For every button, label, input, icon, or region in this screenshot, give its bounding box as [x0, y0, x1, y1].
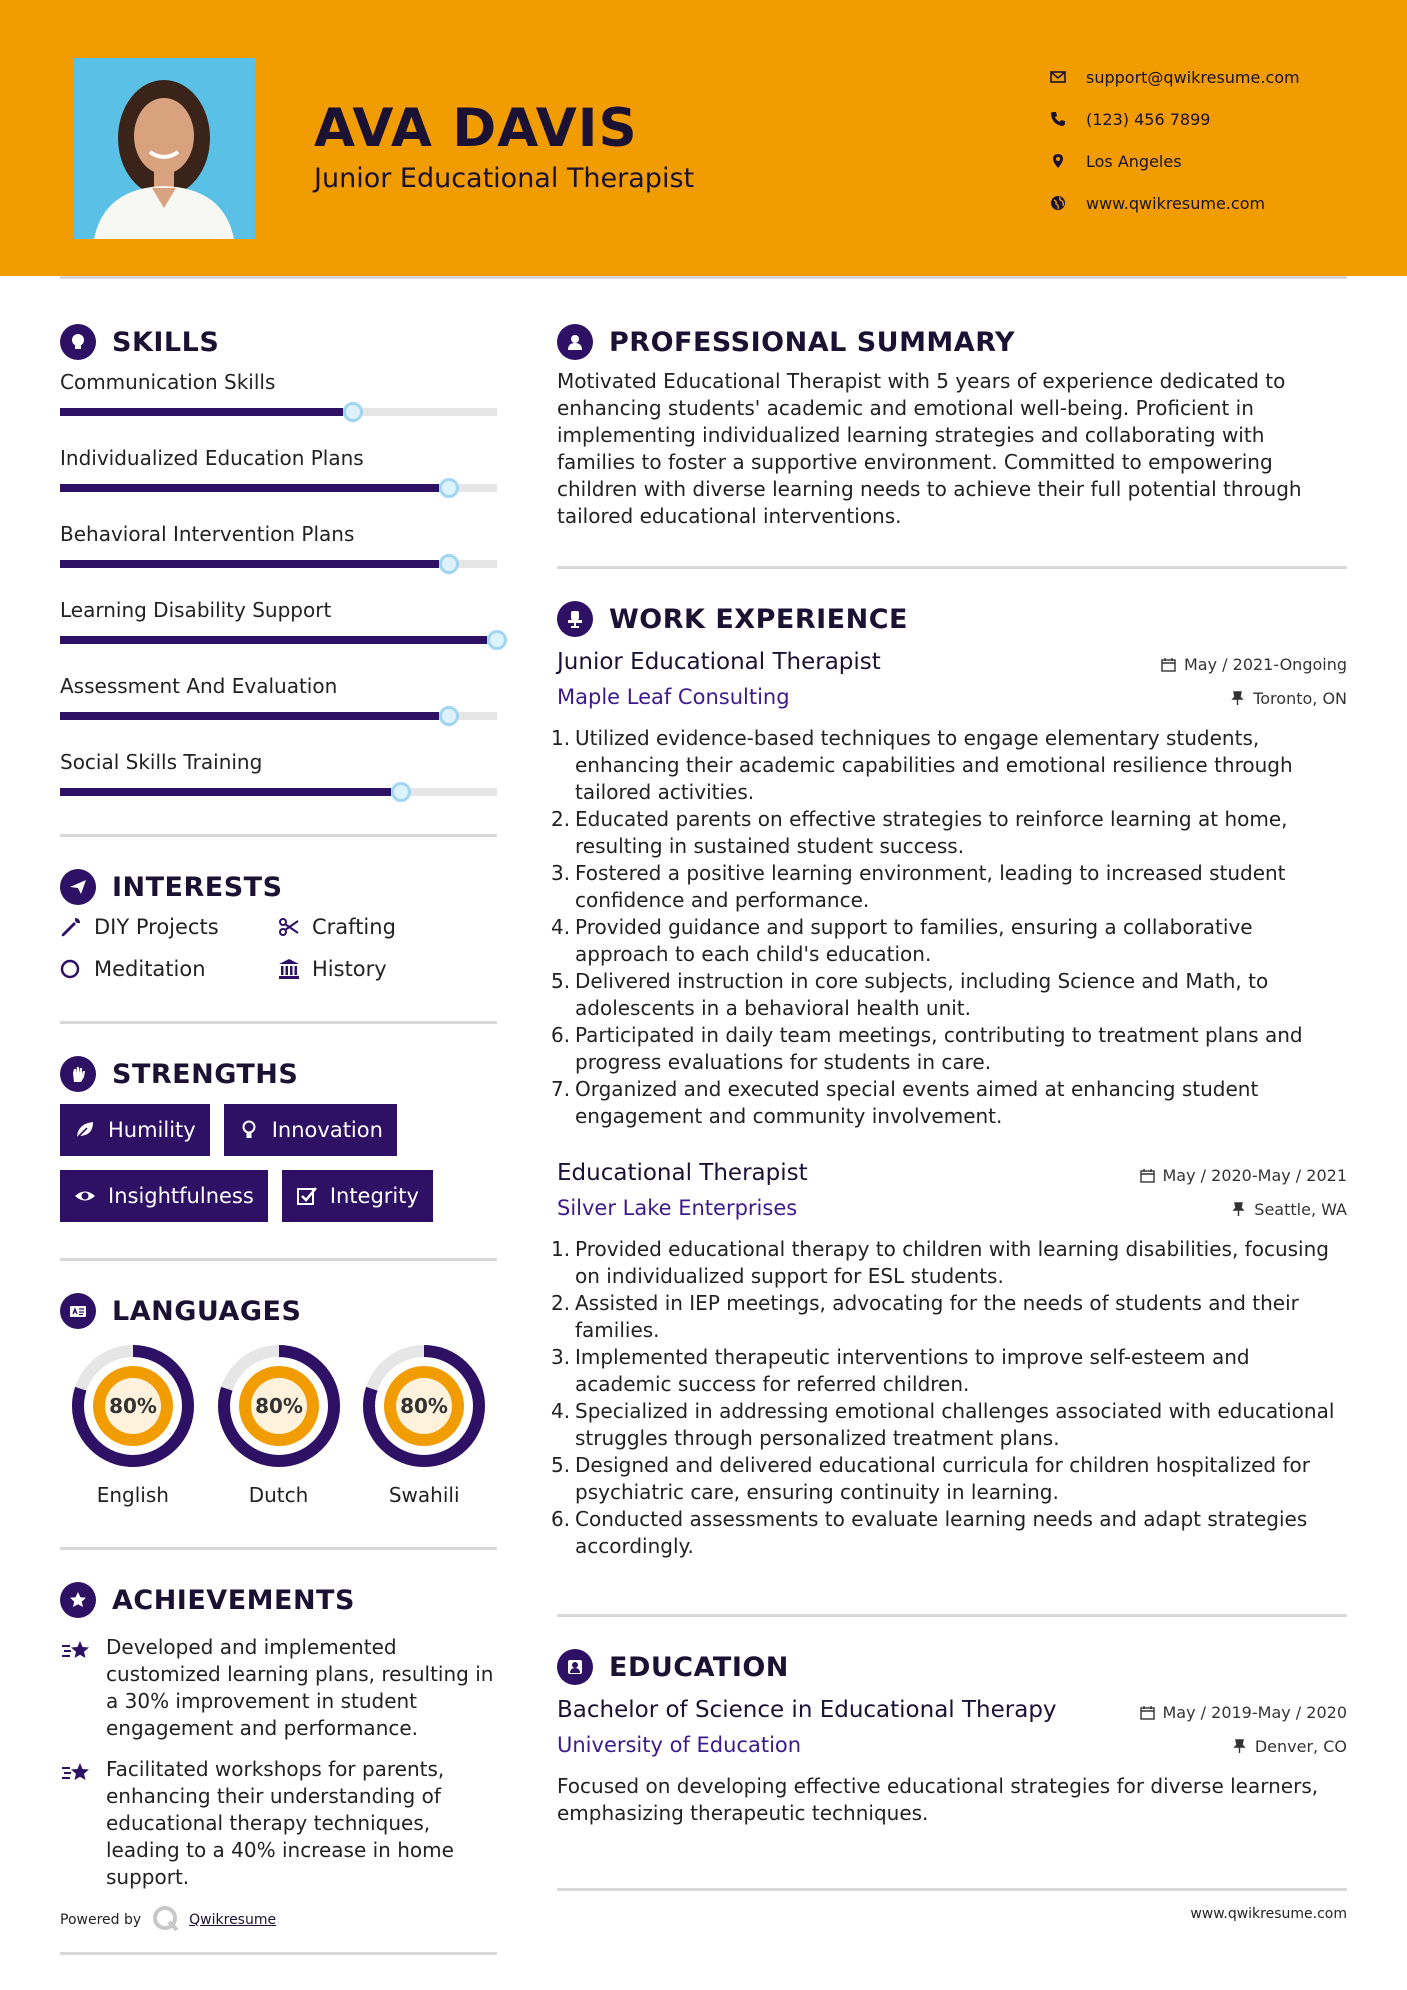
calendar-icon [1161, 657, 1176, 672]
candidate-role: Junior Educational Therapist [314, 163, 695, 194]
candidate-name: AVA DAVIS [314, 98, 638, 159]
achievements-title: ACHIEVEMENTS [112, 1584, 355, 1616]
job-bullet: Fostered a positive learning environment, leading to increased student confidence and performance. [575, 861, 1286, 912]
language-icon [60, 1293, 96, 1329]
job-header [557, 1160, 1347, 1196]
job-bullet: Provided educational therapy to children with learning disabilities, focusing on individualized support for ESL students. [575, 1237, 1329, 1288]
pushpin-icon [1231, 1202, 1246, 1217]
education-subheader [557, 1733, 1347, 1773]
experience-title: WORK EXPERIENCE [609, 603, 908, 635]
summary-heading [557, 320, 1347, 364]
education-school: University of Education [557, 1733, 802, 1757]
section-divider [557, 566, 1347, 569]
interest-label: Meditation [94, 957, 206, 981]
star-icon [60, 1582, 96, 1618]
skills-heading [60, 320, 497, 364]
achievement-text: Developed and implemented customized learning plans, resulting in a 30% improvement in student engagement and performance. [106, 1635, 494, 1740]
powered-by-text: Powered by [60, 1912, 142, 1928]
skill-label: Individualized Education Plans [60, 446, 364, 470]
interest-label: DIY Projects [94, 915, 219, 939]
education-date [1140, 1703, 1348, 1722]
left-column [60, 320, 497, 1891]
interest-item [60, 957, 278, 981]
profile-photo [74, 58, 255, 239]
interest-item [60, 915, 278, 939]
strengths-title: STRENGTHS [112, 1058, 299, 1090]
circle-icon [60, 958, 94, 980]
job-date-text: May / 2020-May / 2021 [1162, 1166, 1347, 1185]
strength-chip [60, 1170, 268, 1222]
job-date [1140, 1166, 1348, 1185]
skill-bar-fill [60, 788, 391, 796]
interest-item [278, 957, 496, 981]
language-ring [70, 1343, 196, 1469]
footer-powered-by [60, 1904, 276, 1936]
skill-item [60, 370, 497, 446]
skill-bar [60, 560, 497, 568]
summary-text: Motivated Educational Therapist with 5 years of experience dedicated to enhancing students' academic and emotional well-being. Proficient in implementing individualized learning strategies and collaborating with families to foster a supportive environment. Committed to empowering children with diverse learning needs to achieve their full potential through tailored educational interventions. [557, 369, 1302, 528]
achievements-heading [60, 1578, 497, 1622]
calendar-icon [1140, 1705, 1155, 1720]
job-bullet: Assisted in IEP meetings, advocating for the needs of students and their families. [575, 1291, 1299, 1342]
strength-chip [224, 1104, 397, 1156]
lightbulb-icon [238, 1119, 260, 1141]
skill-label: Assessment And Evaluation [60, 674, 338, 698]
section-divider [60, 1952, 497, 1955]
leaf-icon [74, 1119, 96, 1141]
job-bullets [557, 725, 1347, 1130]
job-bullets [557, 1236, 1347, 1560]
job-bullet: Educated parents on effective strategies to reinforce learning at home, resulting in sustained student success. [575, 807, 1288, 858]
skill-bar-knob [439, 554, 459, 574]
achievement-item [60, 1756, 497, 1891]
skill-bar-fill [60, 484, 439, 492]
skill-bar [60, 408, 497, 416]
job-bullet: Conducted assessments to evaluate learning needs and adapt strategies accordingly. [575, 1507, 1308, 1558]
interests-list [60, 915, 497, 981]
job-date-text: May / 2021-Ongoing [1184, 655, 1347, 674]
museum-icon [278, 958, 312, 980]
job-bullet: Organized and executed special events aimed at enhancing student engagement and community involvement. [575, 1077, 1259, 1128]
skill-bar [60, 636, 497, 644]
skill-bar-fill [60, 712, 439, 720]
language-percent: 80% [254, 1394, 303, 1418]
contact-website-text: www.qwikresume.com [1086, 193, 1266, 213]
strength-label: Integrity [329, 1184, 419, 1208]
skill-bar-knob [439, 478, 459, 498]
job-bullet: Designed and delivered educational curricula for children hospitalized for psychiatric care, ensuring continuity in learning. [575, 1453, 1310, 1504]
interest-label: History [312, 957, 387, 981]
scissors-icon [278, 916, 312, 938]
qwikresume-logo-icon [151, 1904, 181, 1936]
achievement-text: Facilitated workshops for parents, enhancing their understanding of educational therapy techniques, leading to a 40% increase in home support. [106, 1757, 454, 1889]
education-entry [557, 1697, 1347, 1827]
skill-bar-fill [60, 560, 439, 568]
strength-chip [282, 1170, 433, 1222]
skill-label: Behavioral Intervention Plans [60, 522, 355, 546]
interests-heading [60, 865, 497, 909]
strength-chip [60, 1104, 210, 1156]
job-company: Silver Lake Enterprises [557, 1196, 798, 1220]
job-subheader [557, 685, 1347, 725]
job-location [1231, 1200, 1347, 1219]
qwikresume-link[interactable]: Qwikresume [189, 1912, 277, 1928]
skill-item [60, 674, 497, 750]
header-divider [60, 276, 1347, 279]
education-description: Focused on developing effective educational strategies for diverse learners, emphasizing therapeutic techniques. [557, 1774, 1319, 1825]
contact-location [1050, 140, 1300, 182]
job-bullet: Specialized in addressing emotional challenges associated with educational struggles through personalized treatment plans. [575, 1399, 1335, 1450]
education-header [557, 1697, 1347, 1733]
language-name: Dutch [248, 1483, 309, 1507]
skill-bar [60, 712, 497, 720]
strengths-list [60, 1104, 497, 1222]
strengths-heading [60, 1052, 497, 1096]
skill-item [60, 598, 497, 674]
contact-email-text: support@qwikresume.com [1086, 67, 1300, 87]
pushpin-icon [1230, 691, 1245, 706]
language-ring [361, 1343, 487, 1469]
skill-label: Communication Skills [60, 370, 276, 394]
job-location-text: Toronto, ON [1253, 689, 1347, 708]
skill-item [60, 522, 497, 598]
contact-phone [1050, 98, 1300, 140]
language-item [351, 1343, 497, 1507]
contact-website[interactable] [1050, 182, 1300, 224]
strength-label: Humility [108, 1118, 196, 1142]
experience-heading [557, 597, 1347, 641]
shooting-star-icon [60, 1756, 106, 1891]
job-entry [557, 1160, 1347, 1560]
job-bullet: Provided guidance and support to families, ensuring a collaborative approach to each child's education. [575, 915, 1253, 966]
skill-label: Social Skills Training [60, 750, 263, 774]
education-degree: Bachelor of Science in Educational Therapy [557, 1697, 1057, 1723]
eye-icon [74, 1185, 96, 1207]
education-title: EDUCATION [609, 1651, 789, 1683]
job-title: Educational Therapist [557, 1160, 808, 1186]
contact-phone-text: (123) 456 7899 [1086, 109, 1211, 129]
skill-bar-fill [60, 636, 487, 644]
job-subheader [557, 1196, 1347, 1236]
interest-label: Crafting [312, 915, 396, 939]
contact-email[interactable] [1050, 56, 1300, 98]
achievement-item [60, 1634, 497, 1742]
summary-title: PROFESSIONAL SUMMARY [609, 326, 1016, 358]
checkbox-icon [296, 1185, 318, 1207]
interest-item [278, 915, 496, 939]
job-bullet: Implemented therapeutic interventions to improve self-esteem and academic success for referred children. [575, 1345, 1250, 1396]
mail-icon [1050, 69, 1086, 85]
calendar-icon [1140, 1168, 1155, 1183]
hand-icon [60, 1056, 96, 1092]
job-bullet: Utilized evidence-based techniques to engage elementary students, enhancing their academic capabilities and emotional resilience through tailored activities. [575, 726, 1293, 804]
strength-label: Innovation [271, 1118, 383, 1142]
job-location [1230, 689, 1347, 708]
languages-list [60, 1343, 497, 1507]
education-date-text: May / 2019-May / 2020 [1162, 1703, 1347, 1722]
paper-plane-icon [60, 869, 96, 905]
language-ring [216, 1343, 342, 1469]
footer-website[interactable]: www.qwikresume.com [1190, 1906, 1347, 1922]
graduate-icon [557, 1649, 593, 1685]
skill-bar-fill [60, 408, 343, 416]
chair-icon [557, 601, 593, 637]
section-divider [557, 1888, 1347, 1891]
job-location-text: Seattle, WA [1254, 1200, 1347, 1219]
skills-title: SKILLS [112, 326, 220, 358]
job-bullet: Delivered instruction in core subjects, including Science and Math, to adolescents in a behavioral health unit. [575, 969, 1269, 1020]
job-bullet: Participated in daily team meetings, contributing to treatment plans and progress evaluations for students in care. [575, 1023, 1303, 1074]
skill-bar [60, 484, 497, 492]
resume-header [0, 0, 1407, 276]
skill-item [60, 446, 497, 522]
job-entry [557, 649, 1347, 1130]
language-item [206, 1343, 352, 1507]
language-percent: 80% [400, 1394, 449, 1418]
language-item [60, 1343, 206, 1507]
education-location-text: Denver, CO [1254, 1737, 1347, 1756]
contact-list [1050, 56, 1300, 224]
skill-bar-knob [391, 782, 411, 802]
skill-bar-knob [487, 630, 507, 650]
interests-title: INTERESTS [112, 871, 283, 903]
skill-bar-knob [439, 706, 459, 726]
user-icon [557, 324, 593, 360]
education-heading [557, 1645, 1347, 1689]
language-percent: 80% [108, 1394, 157, 1418]
section-divider [557, 1614, 1347, 1617]
section-divider [60, 1258, 497, 1261]
languages-title: LANGUAGES [112, 1295, 302, 1327]
section-divider [60, 834, 497, 837]
skills-list [60, 370, 497, 826]
skill-bar [60, 788, 497, 796]
languages-heading [60, 1289, 497, 1333]
contact-location-text: Los Angeles [1086, 151, 1182, 171]
location-pin-icon [1050, 153, 1086, 169]
wrench-icon [60, 916, 94, 938]
skill-label: Learning Disability Support [60, 598, 332, 622]
job-header [557, 649, 1347, 685]
section-divider [60, 1021, 497, 1024]
phone-icon [1050, 111, 1086, 127]
skill-item [60, 750, 497, 826]
lightbulb-icon [60, 324, 96, 360]
job-company: Maple Leaf Consulting [557, 685, 790, 709]
section-divider [60, 1547, 497, 1550]
language-name: Swahili [388, 1483, 460, 1507]
right-column [557, 320, 1347, 1827]
globe-icon [1050, 195, 1086, 211]
shooting-star-icon [60, 1634, 106, 1742]
strength-label: Insightfulness [108, 1184, 254, 1208]
pushpin-icon [1232, 1739, 1247, 1754]
education-location [1232, 1737, 1347, 1756]
job-date [1161, 655, 1347, 674]
skill-bar-knob [343, 402, 363, 422]
language-name: English [96, 1483, 169, 1507]
job-title: Junior Educational Therapist [557, 649, 881, 675]
